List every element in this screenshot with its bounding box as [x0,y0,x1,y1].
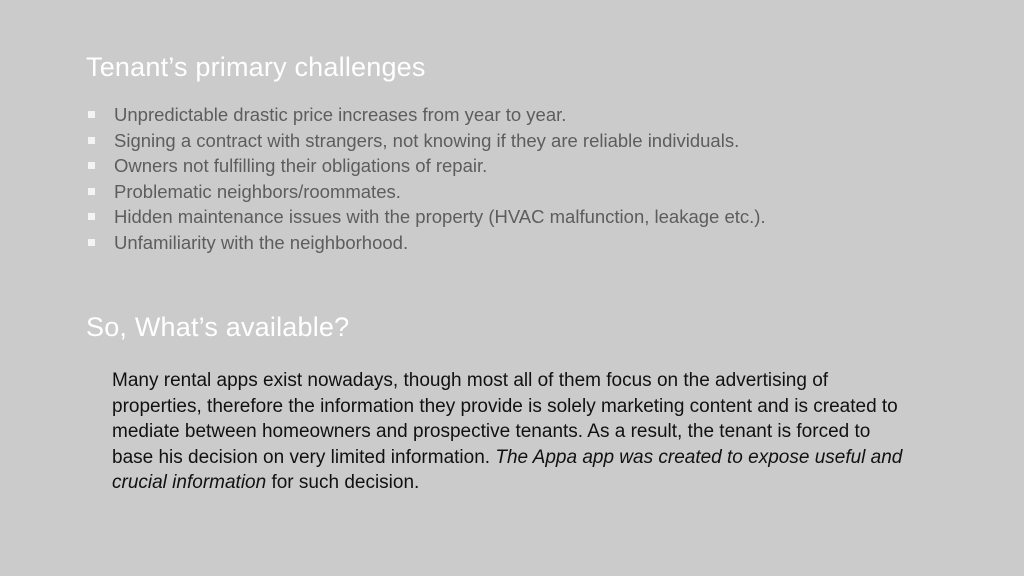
list-item [86,204,766,230]
square-bullet-icon [88,188,95,195]
list-item-text: Owners not fulfilling their obligations of repair. [114,155,488,177]
list-item [86,102,766,128]
list-item [86,179,766,205]
section-title-available: So, What’s available? [86,312,350,342]
list-item-text: Unfamiliarity with the neighborhood. [114,231,409,253]
challenges-list [86,102,766,256]
square-bullet-icon [88,111,95,118]
list-item-text: Signing a contract with strangers, not knowing if they are reliable individuals. [114,129,740,151]
paragraph-emphasis: The Appa app was created to expose useful and crucial information [112,446,903,494]
square-bullet-icon [88,137,95,144]
list-item [86,230,766,256]
list-item-text: Unpredictable drastic price increases from year to year. [114,104,567,125]
square-bullet-icon [88,239,95,246]
body-paragraph [112,368,912,496]
paragraph-text: Many rental apps exist nowadays, though most all of them focus on the advertising of properties, therefore the information they provide is solely marketing content and is created to mediate between homeowners and prospective tenants. As a result, the tenant is forced to base his decision on very limited information. [112,370,898,468]
paragraph-text-end: for such decision. [266,472,420,494]
list-item [86,128,766,154]
list-item-text: Hidden maintenance issues with the property (HVAC malfunction, leakage etc.). [114,206,766,228]
list-item-text: Problematic neighbors/roommates. [114,180,401,202]
list-item [86,153,766,179]
section-title-challenges: Tenant’s primary challenges [86,52,426,82]
square-bullet-icon [88,162,95,169]
square-bullet-icon [88,213,95,220]
